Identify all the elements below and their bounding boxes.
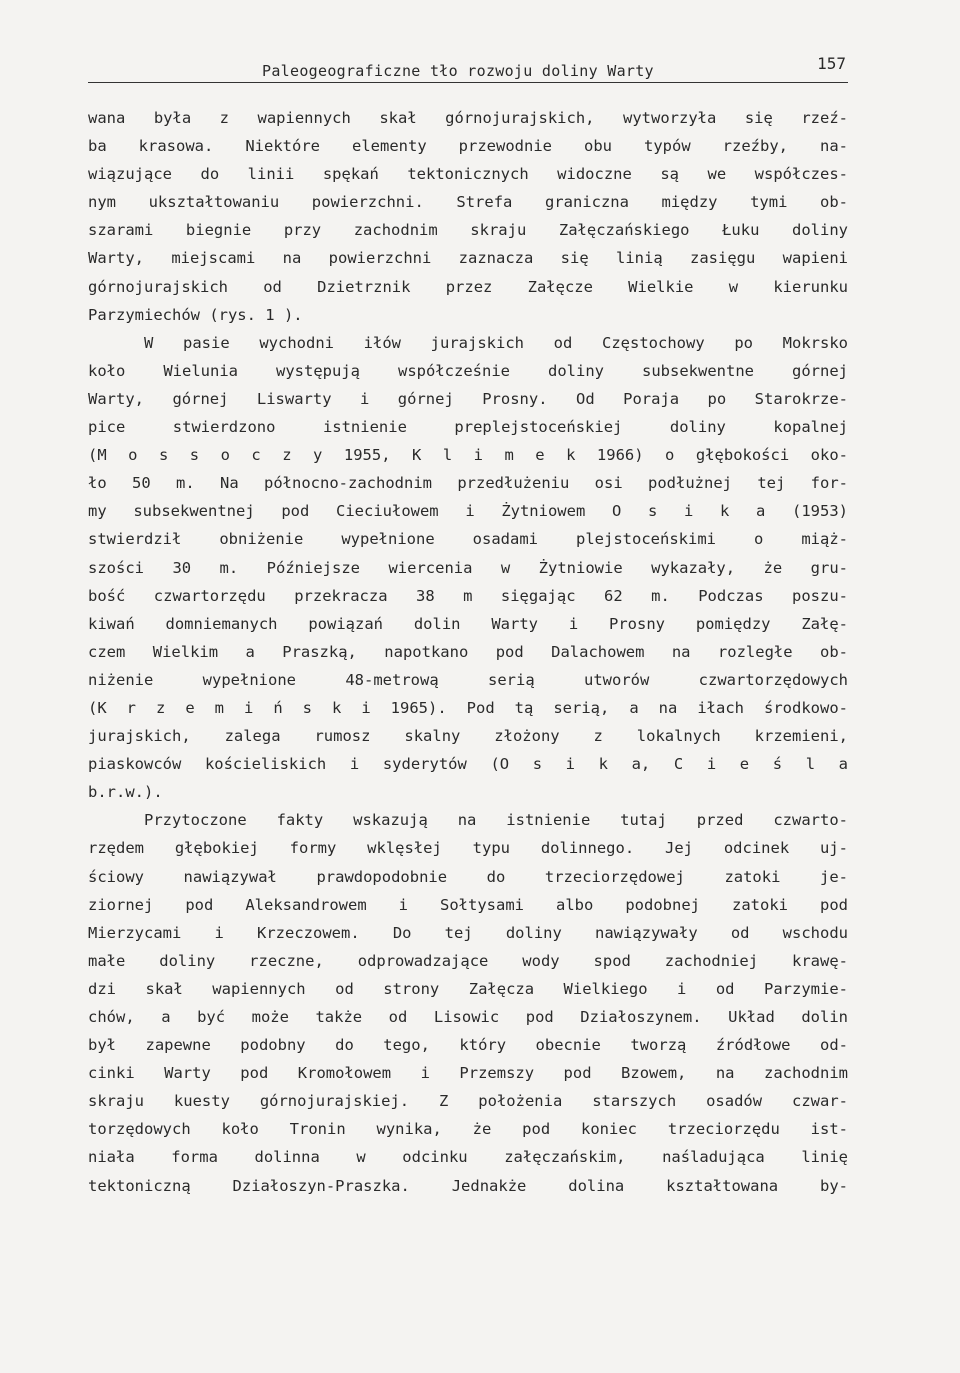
text-line: stwierdził obniżenie wypełnione osadami plejstoceńskimi o miąż- bbox=[88, 530, 848, 549]
text-line: ło 50 m. Na północno-zachodnim przedłużeniu osi podłużnej tej for- bbox=[88, 474, 848, 493]
text-line: (K r z e m i ń s k i 1965). Pod tą serią, a na iłach środkowo- bbox=[88, 698, 848, 717]
body-text bbox=[88, 104, 848, 1200]
text-line: górnojurajskich od Dzietrznik przez Załęcze Wielkie w kierunku bbox=[88, 277, 848, 296]
text-line: Mierzycami i Krzeczowem. Do tej doliny nawiązywały od wschodu bbox=[88, 923, 848, 942]
text-line: ziornej pod Aleksandrowem i Sołtysami albo podobnej zatoki pod bbox=[88, 895, 848, 914]
text-line: czem Wielkim a Praszką, napotkano pod Dalachowem na rozległe ob- bbox=[88, 642, 848, 661]
text-line: niżenie wypełnione 48-metrową serią utworów czwartorzędowych bbox=[88, 670, 848, 689]
text-line: dzi skał wapiennych od strony Załęcza Wielkiego i od Parzymie- bbox=[88, 979, 848, 998]
text-line: bość czwartorzędu przekracza 38 m sięgając 62 m. Podczas poszu- bbox=[88, 586, 848, 605]
text-line: my subsekwentnej pod Cieciułowem i Żytniowem O s i k a (1953) bbox=[88, 502, 848, 521]
text-line: rzędem głębokiej formy wklęsłej typu dolinnego. Jej odcinek uj- bbox=[88, 839, 848, 858]
text-line: wiązujące do linii spękań tektonicznych widoczne są we współczes- bbox=[88, 165, 848, 184]
text-line: Warty, miejscami na powierzchni zaznacza się linią zasięgu wapieni bbox=[88, 249, 848, 268]
text-line: małe doliny rzeczne, odprowadzające wody spod zachodniej krawę- bbox=[88, 951, 848, 970]
text-line: ba krasowa. Niektóre elementy przewodnie obu typów rzeźby, na- bbox=[88, 137, 848, 156]
text-line: pice stwierdzono istnienie preplejstoceńskiej doliny kopalnej bbox=[88, 418, 848, 437]
text-line: cinki Warty pod Kromołowem i Przemszy pod Bzowem, na zachodnim bbox=[88, 1064, 848, 1083]
page-number: 157 bbox=[817, 54, 846, 73]
text-line: Warty, górnej Liswarty i górnej Prosny. Od Poraja po Starokrze- bbox=[88, 389, 848, 408]
text-line: piaskowców kościeliskich i syderytów (O s i k a, C i e ś l a bbox=[88, 755, 848, 774]
text-line: Parzymiechów (rys. 1 ). bbox=[88, 305, 303, 324]
text-line: niała forma dolinna w odcinku załęczańskim, naśladująca linię bbox=[88, 1148, 848, 1167]
text-line: skraju kuesty górnojurajskiej. Z położenia starszych osadów czwar- bbox=[88, 1092, 848, 1111]
text-line: nym ukształtowaniu powierzchni. Strefa graniczna między tymi ob- bbox=[88, 193, 848, 212]
text-line: (M o s s o c z y 1955, K l i m e k 1966) o głębokości oko- bbox=[88, 446, 848, 465]
paragraph-start-line: W pasie wychodni iłów jurajskich od Częstochowy po Mokrsko bbox=[144, 333, 848, 352]
text-line: chów, a być może także od Lisowic pod Działoszynem. Układ dolin bbox=[88, 1008, 848, 1026]
text-line: szarami biegnie przy zachodnim skraju Załęczańskiego Łuku doliny bbox=[88, 221, 848, 240]
text-line: torzędowych koło Tronin wynika, że pod koniec trzeciorzędu ist- bbox=[88, 1120, 848, 1139]
running-title: Paleogeograficzne tło rozwoju doliny Warty bbox=[262, 62, 654, 80]
page-header bbox=[88, 52, 848, 83]
paragraph-start-line: Przytoczone fakty wskazują na istnienie tutaj przed czwarto- bbox=[144, 811, 848, 830]
text-line: kiwań domniemanych powiązań dolin Warty i Prosny pomiędzy Załę- bbox=[88, 614, 848, 633]
text-line: wana była z wapiennych skał górnojurajskich, wytworzyła się rzeź- bbox=[88, 109, 848, 127]
text-line: szości 30 m. Późniejsze wiercenia w Żytniowie wykazały, że gru- bbox=[88, 558, 848, 577]
text-line: ściowy nawiązywał prawdopodobnie do trzeciorzędowej zatoki je- bbox=[88, 867, 848, 886]
text-line: był zapewne podobny do tego, który obecnie tworzą źródłowe od- bbox=[88, 1036, 848, 1055]
text-line: tektoniczną Działoszyn-Praszka. Jednakże dolina kształtowana by- bbox=[88, 1176, 848, 1195]
text-line: b.r.w.). bbox=[88, 783, 163, 802]
text-line: koło Wielunia występują współcześnie doliny subsekwentne górnej bbox=[88, 361, 848, 380]
text-line: jurajskich, zalega rumosz skalny złożony z lokalnych krzemieni, bbox=[88, 727, 848, 746]
